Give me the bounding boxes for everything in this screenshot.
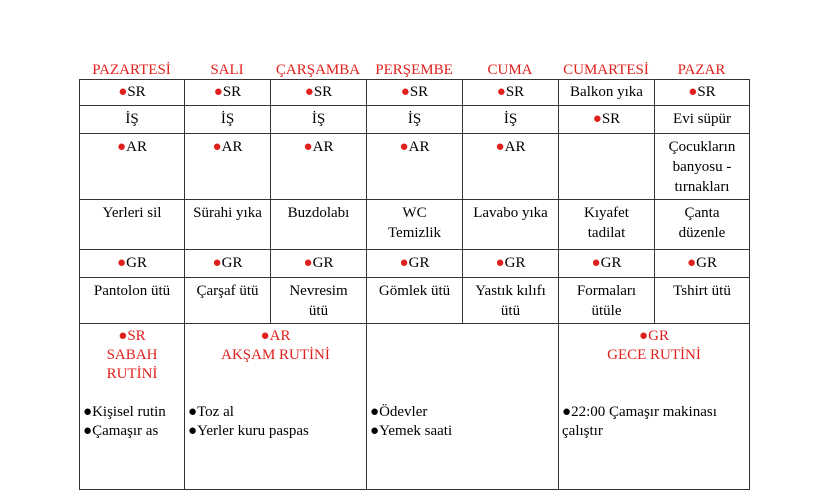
cell-text: Kıyafet tadilat [584, 205, 629, 241]
routine-title: AKŞAM RUTİNİ [221, 347, 330, 363]
bullet-icon: ● [303, 139, 313, 155]
cell-text: SR [127, 84, 146, 100]
row-tasks [80, 200, 750, 250]
cell-text: Yastık kılıfı ütü [475, 283, 546, 319]
routine-title: SABAH RUTİNİ [106, 347, 158, 382]
bullet-icon: ● [83, 404, 93, 420]
day-wednesday: ÇARŞAMBA [275, 62, 361, 78]
bullet-icon: ● [117, 139, 127, 155]
bullet-icon: ● [303, 255, 313, 271]
morning-routine-list [83, 403, 166, 441]
cell-text: İŞ [125, 111, 139, 127]
cell [80, 106, 185, 134]
list-item-text: Ödevler [379, 404, 428, 420]
cell-text: İŞ [407, 111, 422, 127]
cell-text: İŞ [220, 111, 235, 127]
list-item [562, 403, 742, 441]
cell [185, 250, 271, 278]
row-sr [80, 80, 750, 106]
bullet-icon: ● [370, 423, 380, 439]
evening-routine-heading [187, 327, 364, 365]
cell [271, 134, 367, 200]
day-tuesday: SALI [210, 62, 244, 78]
bullet-icon: ● [687, 255, 697, 271]
bullet-icon: ● [399, 139, 409, 155]
cell [463, 80, 559, 106]
cell-text: SR [409, 84, 429, 100]
cell [655, 200, 750, 250]
cell-text: SR [222, 84, 242, 100]
cell-text: İŞ [503, 111, 518, 127]
row-ironing [80, 278, 750, 324]
cell [80, 80, 185, 106]
bullet-icon: ● [495, 139, 505, 155]
cell [271, 200, 367, 250]
cell [185, 200, 271, 250]
cell [271, 106, 367, 134]
day-saturday: CUMARTESİ [563, 62, 649, 78]
morning-routine-cell [80, 324, 185, 490]
day-friday: CUMA [487, 62, 533, 78]
weekly-schedule-table [79, 79, 750, 490]
list-item-text: 22:00 Çamaşır makinası çalıştır [562, 404, 717, 439]
cell-text: Buzdolabı [287, 205, 350, 221]
bullet-icon: ● [370, 404, 380, 420]
list-item [188, 403, 309, 422]
cell-text: Nevresim ütü [289, 283, 348, 319]
list-item [188, 422, 309, 441]
cell [271, 80, 367, 106]
bullet-icon: ● [118, 328, 128, 344]
cell-text: Sürahi yıka [193, 205, 262, 221]
bullet-icon: ● [562, 404, 572, 420]
cell-text: GR [312, 255, 334, 271]
list-item-text: Çamaşır as [92, 423, 159, 439]
list-item [83, 422, 166, 441]
list-item-text: Kişisel rutin [92, 404, 166, 420]
cell [559, 106, 655, 134]
cell-text: GR [504, 255, 526, 271]
bullet-icon: ● [495, 255, 505, 271]
homework-cell [367, 324, 559, 490]
cell [559, 80, 655, 106]
cell-text: AR [408, 139, 430, 155]
cell [655, 134, 750, 200]
cell-text: WC Temizlik [387, 205, 442, 241]
list-item-text: Toz al [197, 404, 234, 420]
cell-text: GR [126, 255, 147, 271]
cell [463, 250, 559, 278]
cell-text: Çarşaf ütü [196, 283, 259, 299]
cell-text: GR [696, 255, 717, 271]
bullet-icon: ● [188, 423, 198, 439]
cell [655, 80, 750, 106]
cell-text: Lavabo yıka [473, 205, 548, 221]
bullet-icon: ● [83, 423, 93, 439]
cell-text: Pantolon ütü [93, 283, 171, 299]
cell-text: Evi süpür [673, 111, 731, 127]
cell [271, 278, 367, 324]
bullet-icon: ● [212, 255, 222, 271]
cell [185, 134, 271, 200]
cell [80, 134, 185, 200]
cell [367, 250, 463, 278]
bullet-icon: ● [118, 84, 128, 100]
list-item-text: Yemek saati [379, 423, 453, 439]
list-item [83, 403, 166, 422]
cell-text: Çanta düzenle [678, 205, 726, 241]
bullet-icon: ● [212, 139, 222, 155]
bullet-icon: ● [213, 84, 223, 100]
cell-text: GR [408, 255, 430, 271]
cell [559, 250, 655, 278]
bullet-icon: ● [117, 255, 127, 271]
cell [559, 134, 655, 200]
cell-text: SR [313, 84, 333, 100]
cell [463, 134, 559, 200]
evening-routine-list [188, 403, 309, 441]
list-item [370, 422, 452, 441]
cell [559, 200, 655, 250]
cell-text: SR [697, 84, 716, 100]
routine-code: SR [127, 328, 146, 344]
bullet-icon: ● [639, 328, 649, 344]
day-thursday: PERŞEMBE [375, 62, 453, 78]
cell [367, 106, 463, 134]
cell-text: Balkon yıka [570, 84, 643, 100]
bullet-icon: ● [188, 404, 198, 420]
homework-list [370, 403, 452, 441]
cell [367, 278, 463, 324]
bullet-icon: ● [260, 328, 270, 344]
cell-text: GR [221, 255, 243, 271]
day-monday: PAZARTESİ [92, 62, 171, 78]
morning-routine-heading [82, 327, 182, 384]
cell [271, 250, 367, 278]
cell [80, 250, 185, 278]
evening-routine-cell [185, 324, 367, 490]
day-sunday: PAZAR [677, 62, 726, 78]
cell-text: Yerleri sil [102, 205, 162, 221]
cell [185, 278, 271, 324]
cell [80, 200, 185, 250]
cell [80, 278, 185, 324]
list-item [370, 403, 452, 422]
row-ar [80, 134, 750, 200]
cell [463, 106, 559, 134]
bullet-icon: ● [304, 84, 314, 100]
routine-title: GECE RUTİNİ [607, 347, 701, 363]
routine-code: GR [648, 328, 669, 344]
cell [367, 80, 463, 106]
cell-text: AR [126, 139, 147, 155]
cell [463, 200, 559, 250]
routine-code: AR [269, 328, 291, 344]
night-routine-heading [561, 327, 747, 365]
cell [367, 134, 463, 200]
cell-text: Tshirt ütü [673, 283, 731, 299]
list-item-text: Yerler kuru paspas [197, 423, 309, 439]
cell [185, 106, 271, 134]
cell-text: Gömlek ütü [378, 283, 451, 299]
cell-text: AR [221, 139, 243, 155]
bullet-icon: ● [591, 255, 601, 271]
bullet-icon: ● [399, 255, 409, 271]
bullet-icon: ● [400, 84, 410, 100]
cell [185, 80, 271, 106]
cell [559, 278, 655, 324]
night-routine-list [562, 403, 742, 441]
cell-text: GR [600, 255, 622, 271]
row-gr [80, 250, 750, 278]
cell [655, 106, 750, 134]
cell-text: İŞ [311, 111, 326, 127]
bullet-icon: ● [688, 84, 698, 100]
cell [367, 200, 463, 250]
cell [463, 278, 559, 324]
bullet-icon: ● [592, 111, 602, 127]
day-header-row [79, 61, 749, 79]
cell [655, 278, 750, 324]
cell-text: SR [601, 111, 621, 127]
row-routines [80, 324, 750, 490]
cell-text: AR [504, 139, 526, 155]
cell-text: AR [312, 139, 334, 155]
cell-text: Çocukların banyosu - tırnakları [668, 139, 736, 195]
row-is [80, 106, 750, 134]
cell-text: SR [505, 84, 525, 100]
cell [655, 250, 750, 278]
bullet-icon: ● [496, 84, 506, 100]
cell-text: Formaları ütüle [576, 283, 637, 319]
night-routine-cell [559, 324, 750, 490]
